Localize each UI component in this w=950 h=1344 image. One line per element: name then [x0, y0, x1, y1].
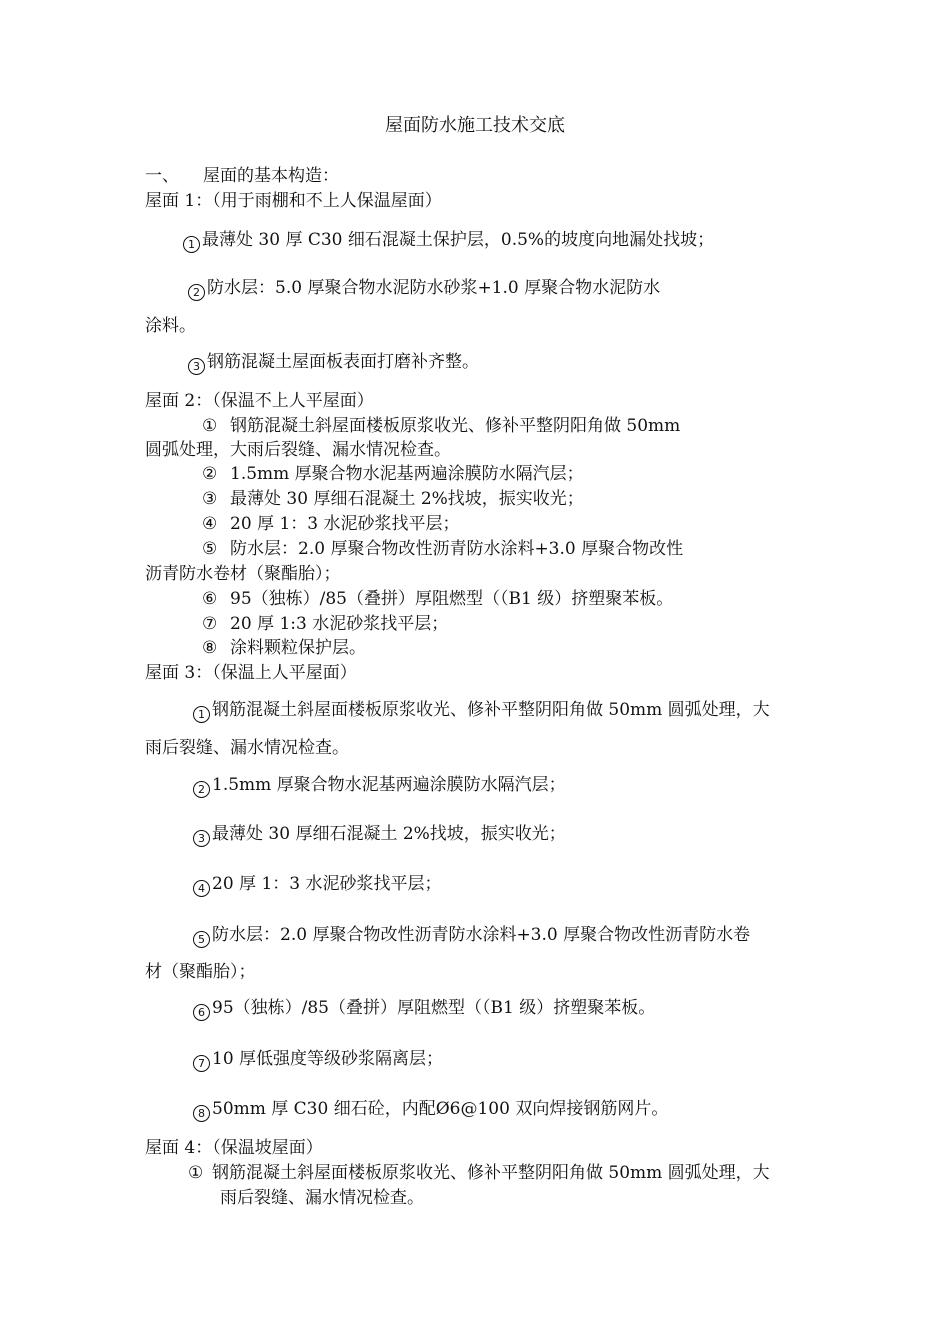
roof1-heading: 屋面 1：（用于雨棚和不上人保温屋面）: [145, 191, 442, 211]
list-item: [193, 1047, 443, 1072]
item-number: 2: [193, 781, 210, 798]
item-number: 2: [188, 284, 205, 301]
roof4-heading: 屋面 4：（保温坡屋面）: [145, 1138, 323, 1158]
list-item: [202, 587, 673, 611]
item-text: 1.5mm 厚聚合物水泥基两遍涂膜防水隔汽层；: [212, 775, 566, 795]
item-text: 钢筋混凝土斜屋面楼板原浆收光、修补平整阴阳角做 50mm: [230, 416, 681, 436]
list-item: [202, 487, 584, 511]
item-text: 钢筋混凝土屋面板表面打磨补齐整。: [207, 352, 479, 372]
item-text: 涂料颗粒保护层。: [230, 638, 366, 658]
item-symbol: ②: [202, 464, 218, 484]
list-item: [183, 228, 714, 253]
item-continuation: 涂料。: [145, 316, 196, 336]
item-symbol: ⑥: [202, 589, 218, 609]
list-item: [202, 462, 584, 486]
item-symbol: ⑤: [202, 539, 218, 559]
list-item: [193, 822, 566, 847]
section-number: 一、: [145, 166, 179, 186]
item-text: 防水层：2.0 厚聚合物改性沥青防水涂料+3.0 厚聚合物改性沥青防水卷: [212, 925, 751, 945]
item-number: 4: [193, 880, 210, 897]
item-text: 10 厚低强度等级砂浆隔离层；: [212, 1049, 444, 1069]
roof2-heading: 屋面 2：（保温不上人平屋面）: [145, 391, 374, 411]
item-text: 50mm 厚 C30 细石砼，内配Ø6@100 双向焊接钢筋网片。: [212, 1099, 669, 1119]
item-continuation: 材（聚酯胎）；: [145, 962, 256, 982]
list-item: [188, 1161, 770, 1185]
list-item: [202, 537, 683, 561]
list-item: [188, 276, 660, 301]
item-text: 防水层：5.0 厚聚合物水泥防水砂浆+1.0 厚聚合物水泥防水: [207, 278, 661, 298]
item-number: 7: [193, 1055, 210, 1072]
item-continuation: 雨后裂缝、漏水情况检查。: [145, 738, 349, 758]
item-symbol: ①: [202, 416, 218, 436]
item-continuation: 沥青防水卷材（聚酯胎）；: [145, 564, 341, 584]
item-text: 1.5mm 厚聚合物水泥基两遍涂膜防水隔汽层；: [230, 464, 584, 484]
item-number: 8: [193, 1105, 210, 1122]
list-item: [202, 636, 366, 660]
item-number: 3: [193, 830, 210, 847]
list-item: [193, 773, 566, 798]
list-item: [202, 512, 459, 536]
item-text: 20 厚 1：3 水泥砂浆找平层；: [212, 874, 442, 894]
item-symbol: ⑦: [202, 614, 218, 634]
item-text: 钢筋混凝土斜屋面楼板原浆收光、修补平整阴阳角做 50mm 圆弧处理，大: [212, 700, 770, 720]
item-text: 20 厚 1:3 水泥砂浆找平层；: [230, 614, 449, 634]
item-text: 95（独栋）/85（叠拼）厚阻燃型（（B1 级）挤塑聚苯板。: [230, 589, 674, 609]
item-text: 95（独栋）/85（叠拼）厚阻燃型（（B1 级）挤塑聚苯板。: [212, 998, 656, 1018]
item-text: 钢筋混凝土斜屋面楼板原浆收光、修补平整阴阳角做 50mm 圆弧处理，大: [212, 1163, 770, 1183]
item-symbol: ①: [188, 1163, 204, 1183]
list-item: [188, 350, 479, 375]
list-item: [193, 872, 441, 897]
section-heading: 屋面的基本构造：: [203, 166, 339, 186]
list-item: [193, 698, 770, 723]
item-symbol: ④: [202, 514, 218, 534]
item-number: 5: [193, 931, 210, 948]
list-item: [193, 996, 655, 1021]
item-text: 20 厚 1：3 水泥砂浆找平层；: [230, 514, 460, 534]
list-item: [193, 923, 750, 948]
item-number: 1: [183, 236, 200, 253]
list-item: [202, 414, 680, 438]
page-title: 屋面防水施工技术交底: [385, 115, 565, 136]
item-text: 最薄处 30 厚 C30 细石混凝土保护层，0.5%的坡度向地漏处找坡；: [202, 230, 715, 250]
item-number: 1: [193, 706, 210, 723]
item-text: 最薄处 30 厚细石混凝土 2%找坡，振实收光；: [230, 489, 584, 509]
item-continuation: 雨后裂缝、漏水情况检查。: [220, 1188, 424, 1208]
item-symbol: ⑧: [202, 638, 218, 658]
list-item: [202, 612, 448, 636]
item-number: 3: [188, 358, 205, 375]
list-item: [193, 1097, 668, 1122]
item-symbol: ③: [202, 489, 218, 509]
item-text: 最薄处 30 厚细石混凝土 2%找坡，振实收光；: [212, 824, 566, 844]
roof3-heading: 屋面 3：（保温上人平屋面）: [145, 663, 357, 683]
item-number: 6: [193, 1004, 210, 1021]
item-continuation: 圆弧处理，大雨后裂缝、漏水情况检查。: [145, 440, 451, 460]
item-text: 防水层：2.0 厚聚合物改性沥青防水涂料+3.0 厚聚合物改性: [230, 539, 684, 559]
